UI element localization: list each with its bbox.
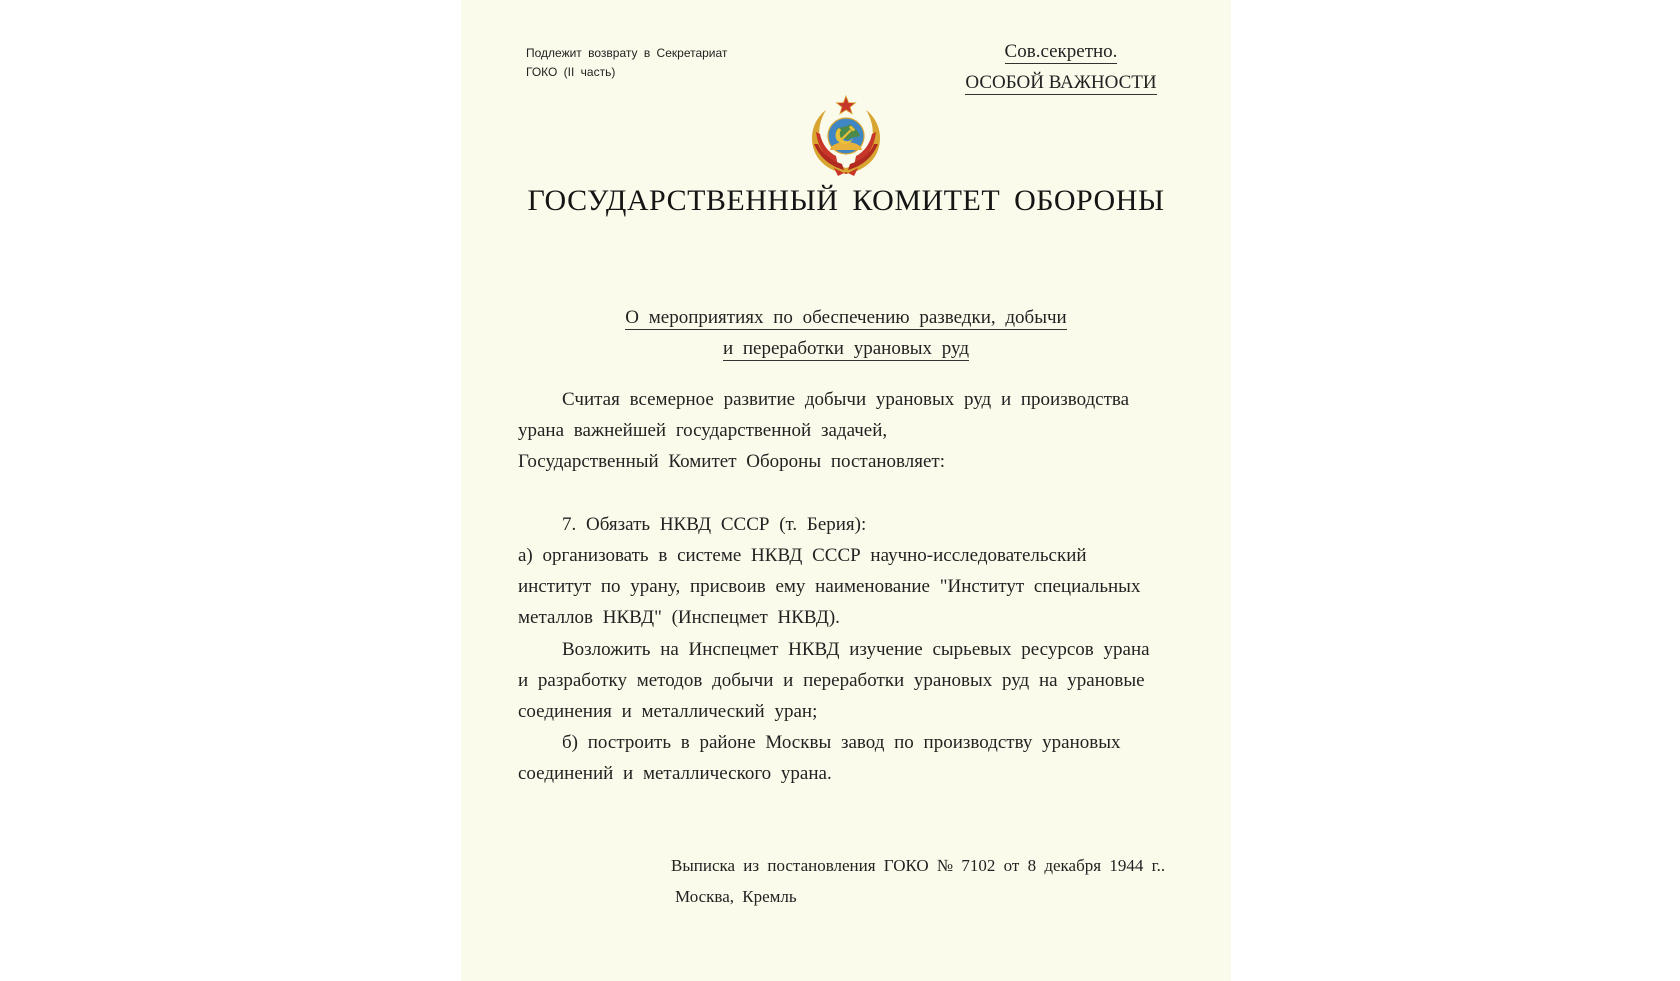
body-line: институт по урану, присвоив ему наименование "Институт специальных [518, 576, 1141, 598]
subject-line-1: О мероприятиях по обеспечению разведки, добычи [625, 307, 1067, 328]
document-page [461, 0, 1231, 981]
body-line: а) организовать в системе НКВД СССР научно-исследовательский [518, 545, 1087, 566]
subject-line-2: и переработки урановых руд [722, 338, 970, 359]
body-line: урана важнейшей государственной задачей, [518, 420, 888, 442]
resolution-body [518, 384, 1178, 790]
body-line: соединений и металлического урана. [518, 763, 832, 785]
committee-title: ГОСУДАРСТВЕННЫЙ КОМИТЕТ ОБОРОНЫ [527, 184, 1165, 217]
issue-place: Москва, Кремль [675, 887, 797, 906]
extract-reference: Выписка из постановления ГОКО № 7102 от 8 декабря 1944 г.. [671, 856, 1166, 875]
return-note-line-1: Подлежит возврату в Секретариат [526, 46, 728, 60]
body-line: б) построить в районе Москвы завод по производству урановых [562, 732, 1121, 754]
body-line: соединения и металлический уран; [518, 701, 818, 723]
secrecy-importance: ОСОБОЙ ВАЖНОСТИ [965, 72, 1157, 93]
body-line: металлов НКВД" (Инспецмет НКВД). [518, 607, 840, 629]
document-footer [671, 850, 1165, 912]
body-line: 7. Обязать НКВД СССР (т. Берия): [562, 513, 867, 535]
body-line: Государственный Комитет Обороны постановляет: [518, 451, 946, 473]
body-line: Считая всемерное развитие добычи урановых руд и производства [562, 389, 1130, 410]
resolution-subject [461, 302, 1231, 364]
body-line: и разработку методов добычи и переработки урановых руд на урановые [518, 669, 1145, 691]
secrecy-level: Сов.секретно. [1004, 41, 1118, 62]
ussr-coat-of-arms-icon [806, 94, 886, 178]
secrecy-stamp [961, 36, 1161, 98]
return-note-line-2: ГОКО (II часть) [526, 65, 616, 79]
return-note [526, 44, 727, 82]
paragraph-gap [518, 478, 1178, 509]
body-line: Возложить на Инспецмет НКВД изучение сырьевых ресурсов урана [562, 638, 1150, 660]
